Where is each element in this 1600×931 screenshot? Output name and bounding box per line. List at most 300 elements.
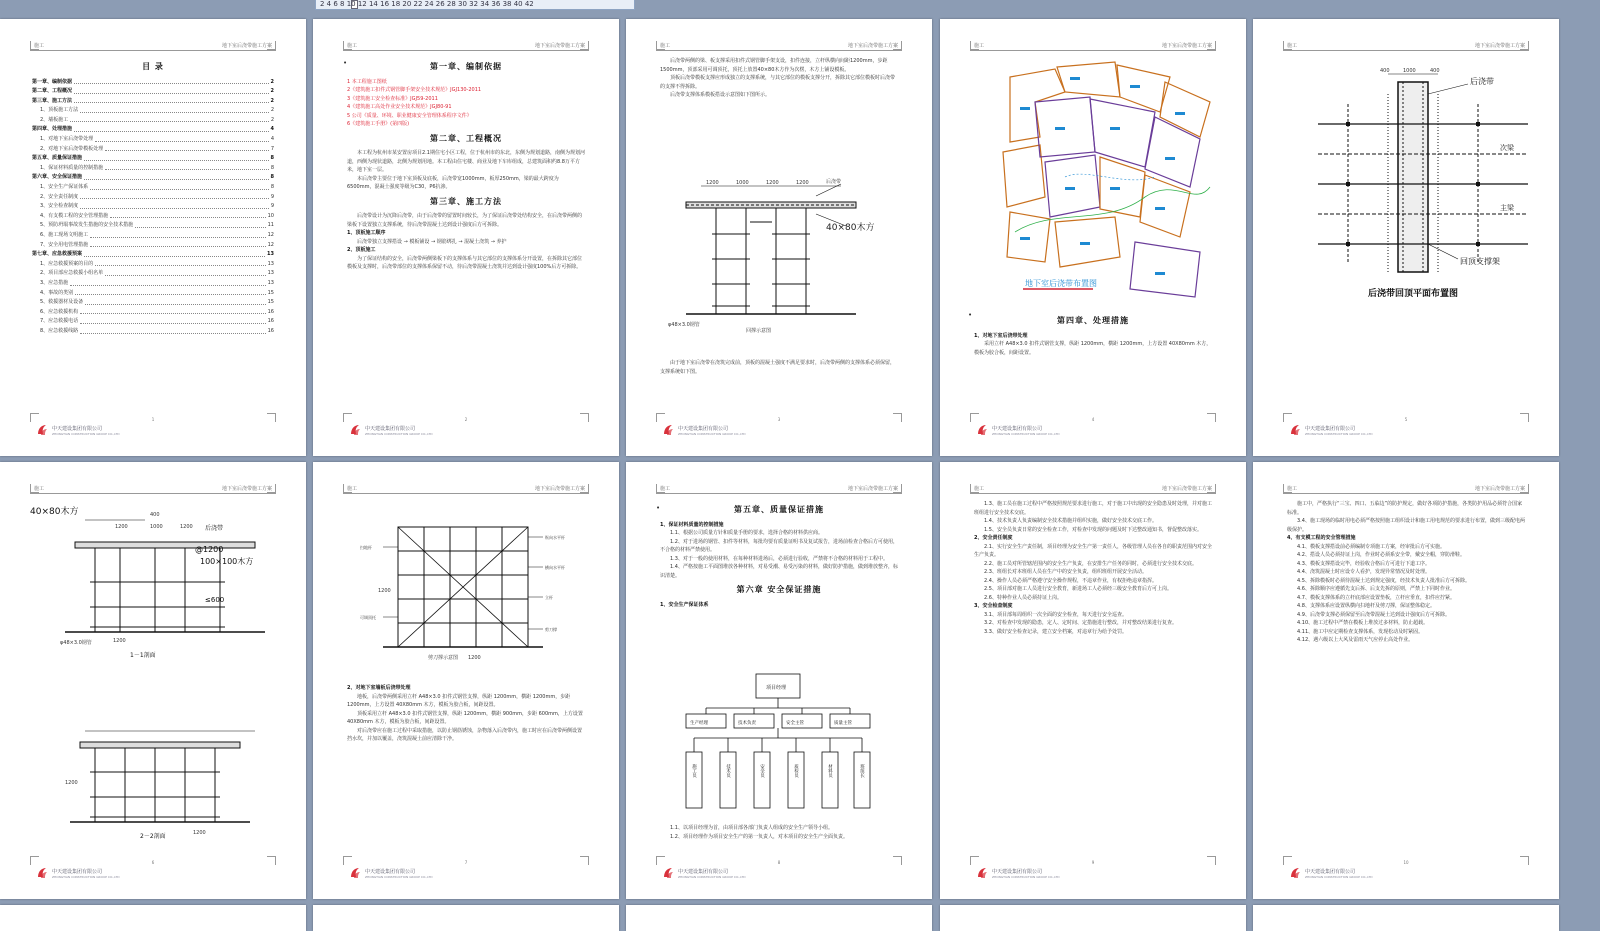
corner-mark-bl <box>343 413 352 422</box>
dim-label: 400 <box>150 512 160 518</box>
page-6[interactable] <box>0 462 306 899</box>
quality-item: 1.3、对于一般的使用材料，在每种材料进场后，必须进行验收，严禁将不合格的材料用于工程中。 <box>670 555 888 562</box>
toc-leader <box>85 298 265 305</box>
toc-page-number: 16 <box>267 327 274 334</box>
ref-1: 1 本工程施工图纸 <box>347 78 387 85</box>
page-10-body <box>1287 500 1525 645</box>
dim-label: 1200 <box>180 524 193 530</box>
toc-leader <box>105 164 269 171</box>
toc-page-number: 8 <box>270 174 274 181</box>
ref-2: 2《建筑施工扣件式钢管脚手架安全技术规范》JGJ130-2011 <box>347 87 482 93</box>
toc-entry[interactable] <box>32 125 274 135</box>
dim-label: 1200 <box>115 524 128 530</box>
toc-entry[interactable] <box>32 231 274 241</box>
corner-mark-bl <box>656 413 665 422</box>
page-1[interactable] <box>0 19 306 456</box>
para: 顶板后浇带模板支撑应形成独立的支撑系统，与其它部位的模板支撑分开，拆除其它部位模板时后浇带的支撑不得拆除。 <box>660 75 896 90</box>
toc-title: 目 录 <box>142 62 164 71</box>
chapter-title: 第一章、编制依据 <box>430 62 502 71</box>
org-top: 项目经理 <box>766 685 787 691</box>
dim-label: 1200 <box>706 180 719 186</box>
para: 1.2、项目经理作为项目安全生产的第一负责人，对本项目的安全生产全面负责。 <box>670 833 848 840</box>
spacing-label-2: ≤600 <box>205 596 225 604</box>
para: 4.8、支撑体系应设置纵横向扫地杆及剪刀撑，保证整体稳定。 <box>1297 603 1435 609</box>
horizontal-ruler[interactable] <box>315 0 635 10</box>
footer-logo: 中天建设集团有限公司 ZHONGTIAN CONSTRUCTION GROUP CO.,LTD <box>970 424 1110 438</box>
toc-entry-text: 6、施工现场文明施工 <box>40 232 89 238</box>
org-node: 质量主管 <box>834 721 852 726</box>
toc-page-number: 13 <box>267 270 274 277</box>
toc-page-number: 9 <box>270 203 274 210</box>
corner-mark-tr <box>1207 484 1216 493</box>
toc-page-number: 8 <box>270 184 274 191</box>
page-8[interactable] <box>626 462 932 899</box>
wood-label: 40×80木方 <box>30 507 79 517</box>
toc-entry[interactable] <box>32 78 274 88</box>
page-number: 5 <box>1404 417 1408 422</box>
page-header: 施工 地下室后浇带施工方案 <box>343 41 589 51</box>
page-header: 施工 地下室后浇带施工方案 <box>970 484 1216 494</box>
spacing-label: @1200 <box>195 545 224 554</box>
page-8-body <box>660 500 898 609</box>
toc-leader <box>80 317 265 324</box>
corner-mark-tl <box>30 41 39 50</box>
shoring-section-drawing <box>666 174 876 334</box>
toc-page-number: 2 <box>270 107 274 114</box>
chapter-title: 第二章、工程概况 <box>430 133 502 143</box>
toc-entry[interactable] <box>32 260 274 270</box>
toc-entry-text: 7、应急救援电话 <box>40 318 79 325</box>
para: 2.6、特种作业人员必须持证上岗。 <box>984 594 1062 601</box>
para: 3.3、做好安全检查记录，建立安全档案，对违章行为给予处罚。 <box>984 628 1127 635</box>
dim-label: 1200 <box>766 180 779 186</box>
corner-mark-br <box>267 856 276 865</box>
toc-page-number: 16 <box>267 308 274 315</box>
page-7-body <box>347 684 585 744</box>
toc-entry[interactable] <box>32 212 274 222</box>
para: 后浇带支撑体系模板搭设示意图如下图所示。 <box>670 92 771 98</box>
dim-label: 1200 <box>113 638 126 644</box>
toc-entry-text: 2、安全责任制度 <box>40 193 79 200</box>
para: 4.11、施工中应定期检查支撑体系，发现松动及时紧固。 <box>1297 628 1424 635</box>
figure-caption: 回撑示意图 <box>746 328 772 334</box>
elev-label: 扫地杆 <box>360 545 372 550</box>
section-text: 顶板采用立杆 A48×3.0 扣件式钢管支撑，纵距 1200mm，横距 900mm，步距 600mm，上方设置 40X80mm 木方，模板为胶合板，间距设置。 <box>347 710 583 725</box>
post-pour-strip-plan-drawing <box>1308 64 1538 304</box>
band-label: 后浇带 <box>1470 77 1494 86</box>
toc-entry[interactable] <box>32 97 274 107</box>
page-header: 施工 地下室后浇带施工方案 <box>656 41 902 51</box>
footer-logo: 中天建设集团有限公司 ZHONGTIAN CONSTRUCTION GROUP CO.,LTD <box>343 424 483 438</box>
page-11[interactable] <box>0 905 306 931</box>
figure-caption: 剪刀撑示意图 <box>428 655 459 661</box>
overview-para: 本后浇带主要位于地下室顶板及底板，后浇带宽1000mm，板厚250mm，梁的最大跨度为6500mm，混凝土强度等级为C30，P6抗渗。 <box>347 175 559 190</box>
para: 4.9、后浇带支撑必须保留至后浇带混凝土达到设计强度后方可拆除。 <box>1297 611 1450 618</box>
company-logo-icon <box>662 424 674 436</box>
toc-leader <box>80 327 265 334</box>
toc-entry[interactable] <box>32 193 274 203</box>
toc-entry-text: 7、安全用电管理措施 <box>40 241 89 248</box>
elev-label: 可调顶托 <box>360 615 376 620</box>
page-5[interactable] <box>1253 19 1559 456</box>
dim-label: 1000 <box>1403 68 1416 74</box>
toc-page-number: 15 <box>267 289 274 296</box>
page-number: 4 <box>1091 417 1095 422</box>
toc-leader <box>74 97 269 104</box>
org-node: 安全主管 <box>786 721 804 726</box>
page-number: 1 <box>151 417 155 422</box>
toc-entry[interactable] <box>32 135 274 145</box>
toc-entry-text: 1、安全生产保证体系 <box>40 184 89 191</box>
elev-label: 纵向水平杆 <box>545 535 565 540</box>
toc-page-number: 13 <box>267 279 274 286</box>
page-9-body <box>974 500 1212 636</box>
company-logo-icon <box>349 424 361 436</box>
toc-page-number: 16 <box>267 318 274 325</box>
toc-entry-text: 4、事故的类别 <box>40 289 74 296</box>
pipe-label: φ48×3.0钢管 <box>60 640 92 646</box>
corner-mark-tl <box>970 484 979 493</box>
toc-entry[interactable] <box>32 269 274 279</box>
org-leaf: 质检员 <box>793 764 799 778</box>
toc <box>32 57 274 337</box>
toc-leader <box>75 289 265 296</box>
toc-page-number: 2 <box>270 88 274 95</box>
toc-leader <box>84 173 269 180</box>
section-heading: 1、保证材料质量的控制措施 <box>660 521 724 528</box>
dim-label: 1000 <box>736 180 749 186</box>
toc-entry[interactable] <box>32 87 274 97</box>
corner-mark-bl <box>30 856 39 865</box>
chapter-title: 第四章、处理措施 <box>1057 316 1129 325</box>
section-heading: 4、有支模工程的安全管理措施 <box>1287 535 1356 541</box>
toc-leader <box>74 125 269 132</box>
corner-mark-br <box>1207 413 1216 422</box>
scaffold-elevation-drawing <box>358 517 578 667</box>
toc-entry[interactable] <box>32 173 274 183</box>
toc-entry[interactable] <box>32 298 274 308</box>
footer-logo: 中天建设集团有限公司 ZHONGTIAN CONSTRUCTION GROUP CO.,LTD <box>30 867 170 881</box>
toc-entry-text: 第六章、安全保证措施 <box>32 174 83 181</box>
footer-logo: 中天建设集团有限公司 ZHONGTIAN CONSTRUCTION GROUP CO.,LTD <box>656 867 796 881</box>
corner-mark-br <box>267 413 276 422</box>
company-logo-icon <box>662 867 674 879</box>
org-leaf: 材料员 <box>827 764 833 778</box>
page-header: 施工 地下室后浇带施工方案 <box>1283 41 1529 51</box>
page-8-tail <box>660 824 898 841</box>
toc-entry-text: 2、项目部应急救援小组名单 <box>40 270 104 277</box>
quality-item: 1.1、根据公司质量方针和质量手册的要求，选择合格的材料供应商。 <box>670 530 823 536</box>
org-leaf: 安全员 <box>759 764 765 778</box>
dim-label: 1200 <box>468 655 481 661</box>
toc-entry-text: 1、保证材料质量的控制措施 <box>40 164 104 171</box>
toc-entry[interactable] <box>32 164 274 174</box>
company-logo-icon <box>1289 867 1301 879</box>
para: 2.3、班组长对本班组人员在生产中的安全负责，组织班组开展安全活动。 <box>984 569 1147 575</box>
toc-entry[interactable] <box>32 221 274 231</box>
toc-entry[interactable] <box>32 279 274 289</box>
corner-mark-tr <box>1520 41 1529 50</box>
toc-entry[interactable] <box>32 183 274 193</box>
corner-mark-br <box>580 856 589 865</box>
corner-mark-br <box>893 856 902 865</box>
wood-label: 40×80木方 <box>826 223 875 233</box>
para: 4.10、施工过程中严禁在模板上堆放过多材料，防止超载。 <box>1297 620 1429 626</box>
elev-label: 剪刀撑 <box>545 627 557 632</box>
corner-mark-tr <box>267 41 276 50</box>
company-logo-icon <box>976 867 988 879</box>
site-plan-drawing <box>995 57 1225 302</box>
page-header: 施工 地下室后浇带施工方案 <box>30 484 276 494</box>
para: 4.2、搭设人员必须持证上岗，作业时必须系安全带，戴安全帽，穿防滑鞋。 <box>1297 552 1465 558</box>
toc-list <box>32 78 274 337</box>
toc-entry-text: 第七章、应急救援预案 <box>32 251 83 258</box>
toc-page-number: 8 <box>270 155 274 162</box>
toc-entry[interactable] <box>32 241 274 251</box>
company-logo-icon <box>36 867 48 879</box>
toc-entry[interactable] <box>32 154 274 164</box>
figure-caption: 后浇带回顶平面布置图 <box>1368 289 1459 299</box>
bullet-mark: • <box>343 59 348 67</box>
toc-leader <box>84 154 269 161</box>
page-13[interactable] <box>626 905 932 931</box>
corner-mark-tl <box>1283 41 1292 50</box>
company-logo-icon <box>976 424 988 436</box>
chapter-title: 第三章、施工方法 <box>430 196 502 206</box>
toc-entry-text: 第五章、质量保证措施 <box>32 155 83 162</box>
org-leaf: 施工员 <box>691 764 697 778</box>
dim-label: 400 <box>1430 68 1440 74</box>
toc-page-number: 11 <box>267 222 274 229</box>
plan-label: 地下室后浇带布置图 <box>1025 279 1097 288</box>
toc-leader <box>90 231 265 238</box>
section-heading: 1、安全生产保证体系 <box>660 601 709 608</box>
para: 4.4、浇筑混凝土时应设专人看护，发现异常情况及时处理。 <box>1297 569 1430 575</box>
toc-entry[interactable] <box>32 106 274 116</box>
corner-mark-br <box>893 413 902 422</box>
elev-label: 横向水平杆 <box>545 565 565 570</box>
corner-mark-br <box>1520 413 1529 422</box>
toc-entry[interactable] <box>32 327 274 337</box>
para: 4.5、拆除模板时必须待混凝土达到规定强度，经技术负责人批准后方可拆除。 <box>1297 577 1470 584</box>
quality-item: 1.4、严格按施工平面图堆放各种材料，对易受潮、易受污染的材料，做好防护措施，做到堆放整齐，标识清楚。 <box>660 564 898 579</box>
corner-mark-bl <box>970 856 979 865</box>
para: 3.1、项目部每周组织一次全面的安全检查，每天进行安全巡查。 <box>984 611 1127 618</box>
toc-entry-text: 6、应急救援机构 <box>40 308 79 315</box>
toc-leader <box>90 183 269 190</box>
para: 3.4、施工现场的临时用电必须严格按照施工组织设计和施工用电规范的要求进行布置，做到三级配电两级保护。 <box>1287 518 1525 533</box>
toc-leader <box>84 250 265 257</box>
page-header: 施工 地下室后浇带施工方案 <box>970 41 1216 51</box>
page-header: 施工 地下室后浇带施工方案 <box>30 41 276 51</box>
para: 4.6、拆除顺序应遵循先支后拆、后支先拆的原则，严禁上下同时作业。 <box>1297 586 1455 592</box>
para: 施工中，严格执行“三宝、四口、五临边”的防护规定，做好各项防护措施，各类防护用品必须符合国家标准。 <box>1287 501 1523 516</box>
dim-label: 400 <box>1380 68 1390 74</box>
toc-entry-text: 第四章、处理措施 <box>32 126 73 133</box>
page-4-body <box>974 311 1212 357</box>
toc-leader <box>110 212 265 219</box>
para: 3.2、对检查中发现的隐患，定人、定时间、定措施进行整改，并对整改结果进行复查。 <box>984 620 1177 626</box>
overview-para: 本工程为杭州市某安置房项目2.1期住宅小区工程，位于杭州市的东北，东侧为规划道路，南侧为规划河道，西侧为现状道路，北侧为规划用地。本工程由住宅楼、商业及地下车库组成，总建筑面积约8.8万平方米，地下室一层。 <box>347 150 585 173</box>
ruler-ticks: 2 4 6 8 10 12 14 16 18 20 22 24 26 28 30 32 34 36 38 40 42 <box>320 0 534 8</box>
ref-5: 5 公司《质量、环境、职业健康安全管理体系程序文件》 <box>347 112 472 119</box>
toc-entry-text: 第三章、施工方法 <box>32 97 73 104</box>
quality-item: 1.2、对于进场的钢管、扣件等材料，每批均要有质量证明书及复试报告，进场前检查合格后方可使用，不合格的材料严禁使用。 <box>660 538 898 553</box>
page-header: 施工 地下室后浇带施工方案 <box>343 484 589 494</box>
corner-mark-tr <box>893 41 902 50</box>
toc-leader <box>95 260 265 267</box>
corner-mark-tr <box>580 484 589 493</box>
para: 4.1、模板支撑搭设前必须编制专项施工方案，经审批后方可实施。 <box>1297 543 1445 550</box>
page-7[interactable] <box>313 462 619 899</box>
band-label: 后浇带 <box>205 525 224 532</box>
toc-leader <box>80 308 265 315</box>
toc-page-number: 7 <box>270 145 274 152</box>
toc-leader <box>74 87 269 94</box>
toc-entry[interactable] <box>32 308 274 318</box>
page-3[interactable] <box>626 19 932 456</box>
para: 2.4、操作人员必须严格遵守安全操作规程，不违章作业，有权拒绝违章指挥。 <box>984 577 1157 584</box>
para: 2.1、实行安全生产责任制，项目经理为安全生产第一责任人，各级管理人员在各自的职责范围内对安全生产负责。 <box>974 543 1212 558</box>
toc-entry-text: 8、应急救援线路 <box>40 327 79 334</box>
corner-mark-tl <box>343 41 352 50</box>
corner-mark-tr <box>893 484 902 493</box>
page-10[interactable] <box>1253 462 1559 899</box>
section-heading: 3、安全检查制度 <box>974 603 1013 609</box>
para: 4.7、模板支撑体系的立杆底部应设置垫板，立杆应垂直，扣件应拧紧。 <box>1297 594 1455 601</box>
corner-mark-bl <box>1283 413 1292 422</box>
corner-mark-bl <box>970 413 979 422</box>
corner-mark-br <box>1520 856 1529 865</box>
toc-entry[interactable] <box>32 317 274 327</box>
corner-mark-tl <box>656 41 665 50</box>
page-2[interactable] <box>313 19 619 456</box>
page-4[interactable] <box>940 19 1246 456</box>
toc-page-number: 8 <box>270 164 274 171</box>
para: 后浇带两侧的梁、板支撑采用扣件式钢管脚手架支设，扣件连接，立杆纵横向间距1200mm，步距1500mm，顶部采用可调顶托，顶托上放置40×80木方作为次楞，木方上铺设模板。 <box>660 58 888 73</box>
footer-logo: 中天建设集团有限公司 ZHONGTIAN CONSTRUCTION GROUP CO.,LTD <box>1283 424 1423 438</box>
footer-logo: 中天建设集团有限公司 ZHONGTIAN CONSTRUCTION GROUP CO.,LTD <box>30 424 170 438</box>
section-heading: 1、顶板施工顺序 <box>347 230 386 236</box>
page-14[interactable] <box>940 905 1246 931</box>
para: 1.5、安全员负责日常的安全检查工作，对检查中发现的问题及时下达整改通知书，督促整改落实。 <box>984 526 1202 533</box>
corner-mark-tr <box>267 484 276 493</box>
toc-entry-text: 1、应急救援预案的目的 <box>40 260 94 267</box>
toc-entry-text: 第一章、编制依据 <box>32 78 73 85</box>
chapter-title: 第六章 安全保证措施 <box>736 585 822 594</box>
section-text: 为了保证结构的安全，后浇带两侧梁板下的支撑体系与其它部位的支撑体系分开设置，在拆除其它部位模板及支撑时，后浇带部位的支撑体系保留不动，待后浇带混凝土浇筑并达到设计强度100%后方可拆除。 <box>347 255 583 270</box>
main-beam-label: 主梁 <box>1500 204 1514 212</box>
corner-mark-tl <box>656 484 665 493</box>
toc-entry-text: 1、对地下室后浇带处理 <box>40 136 94 143</box>
section-drawings <box>25 502 285 842</box>
page-header: 施工 地下室后浇带施工方案 <box>656 484 902 494</box>
org-node: 技术负责 <box>738 721 756 726</box>
toc-page-number: 4 <box>270 126 274 133</box>
toc-entry-text: 2、对地下室后浇带模板处理 <box>40 145 104 152</box>
page-number: 6 <box>151 860 155 865</box>
footer-logo: 中天建设集团有限公司 ZHONGTIAN CONSTRUCTION GROUP CO.,LTD <box>1283 867 1423 881</box>
org-leaf: 技术员 <box>725 764 731 778</box>
corner-mark-tl <box>1283 484 1292 493</box>
ref-4: 4《建筑施工高处作业安全技术规范》JGJ80-91 <box>347 104 452 110</box>
company-logo-icon <box>1289 424 1301 436</box>
toc-entry-text: 3、安全检查制度 <box>40 203 79 210</box>
page-number: 9 <box>1091 860 1095 865</box>
page-3-closing <box>660 359 898 376</box>
page-9[interactable] <box>940 462 1246 899</box>
section-caption-1: 1－1剖面 <box>130 652 156 659</box>
org-leaf: 班组长 <box>859 764 865 778</box>
page-header: 施工 地下室后浇带施工方案 <box>1283 484 1529 494</box>
toc-leader <box>95 135 269 142</box>
page-number: 10 <box>1403 860 1409 865</box>
footer-logo: 中天建设集团有限公司 ZHONGTIAN CONSTRUCTION GROUP CO.,LTD <box>656 424 796 438</box>
bullet-mark: • <box>968 311 973 319</box>
toc-entry[interactable] <box>32 145 274 155</box>
section-heading: 2、对地下室墙板后浇带处理 <box>347 685 411 691</box>
toc-entry[interactable] <box>32 116 274 126</box>
toc-entry[interactable] <box>32 202 274 212</box>
corner-mark-bl <box>1283 856 1292 865</box>
para: 4.12、遇六级以上大风及雷雨天气应停止高处作业。 <box>1297 637 1414 643</box>
method-intro: 后浇带设计为沉降后浇带，由于后浇带的留置时间较长，为了保证后浇带处结构安全，在后浇带两侧的梁板下设置独立支撑系统，待后浇带混凝土达到设计强度后方可拆除。 <box>347 213 583 228</box>
page-15[interactable] <box>1253 905 1559 931</box>
toc-leader <box>74 78 269 85</box>
toc-entry-text: 3、应急措施 <box>40 279 69 286</box>
secondary-beam-label: 次梁 <box>1500 144 1514 152</box>
pipe-label: φ48×3.0钢管 <box>668 322 700 328</box>
toc-page-number: 2 <box>270 116 274 123</box>
org-chart <box>676 672 882 822</box>
toc-page-number: 10 <box>267 212 274 219</box>
org-node: 生产经理 <box>690 721 708 726</box>
toc-entry[interactable] <box>32 289 274 299</box>
beam-wood-label: 100×100木方 <box>200 557 254 566</box>
toc-leader <box>105 269 265 276</box>
corner-mark-tl <box>30 484 39 493</box>
section-heading: 1、对地下室后浇带处理 <box>974 332 1028 339</box>
dim-label: 1200 <box>65 780 78 786</box>
corner-mark-bl <box>30 413 39 422</box>
page-12[interactable] <box>313 905 619 931</box>
toc-leader <box>80 193 269 200</box>
corner-mark-tr <box>1520 484 1529 493</box>
toc-entry-text: 1、顶板施工方法 <box>40 107 79 114</box>
company-logo-icon <box>349 867 361 879</box>
page-3-body <box>660 57 898 100</box>
dim-label: 1200 <box>796 180 809 186</box>
toc-leader <box>80 202 269 209</box>
toc-entry-text: 第二章、工程概况 <box>32 88 73 95</box>
ref-6: 6《建筑施工手册》(第四版) <box>347 121 410 127</box>
para: 4.3、模板支撑搭设完毕，经验收合格后方可进行下道工序。 <box>1297 560 1430 567</box>
section-text: 地板，后浇带两侧采用立杆 A48×3.0 扣件式钢管支撑，纵距 1200mm，横距 1200mm，步距 1200mm，上方设置 40X80mm 木方，模板为胶合板，间距设置。 <box>347 693 571 708</box>
section-text: 对后浇带应在施工过程中采取措施，以防止钢筋锈蚀，杂物落入后浇带内，施工时应在后浇带两侧设置挡水坎，并加以覆盖，浇筑混凝土前应清除干净。 <box>347 727 583 742</box>
toc-page-number: 15 <box>267 299 274 306</box>
corner-mark-tl <box>970 41 979 50</box>
section-text: 后浇带独立支撑搭设 → 模板铺设 → 钢筋绑扎 → 混凝土浇筑 → 养护 <box>357 238 507 245</box>
toc-page-number: 13 <box>267 260 274 267</box>
footer-logo: 中天建设集团有限公司 ZHONGTIAN CONSTRUCTION GROUP CO.,LTD <box>970 867 1110 881</box>
corner-mark-tr <box>1207 41 1216 50</box>
toc-entry[interactable] <box>32 250 274 260</box>
corner-mark-br <box>580 413 589 422</box>
chapter-title: 第五章、质量保证措施 <box>734 505 824 514</box>
toc-entry-text: 2、墙板施工 <box>40 116 69 123</box>
note-label: 后浇带 <box>826 179 842 185</box>
page-number: 2 <box>464 417 468 422</box>
